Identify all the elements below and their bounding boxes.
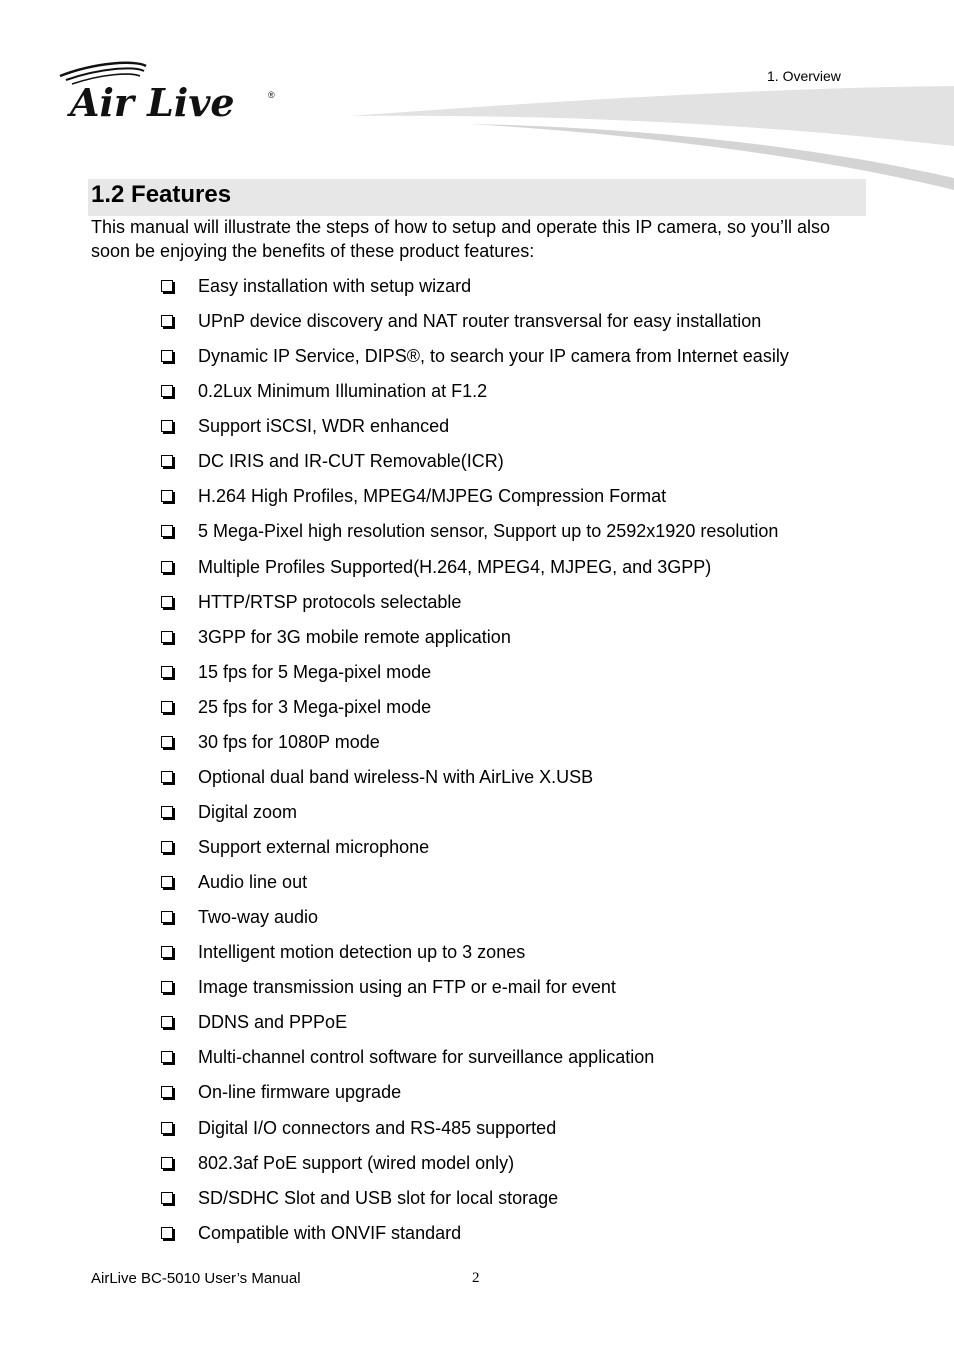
feature-text: DC IRIS and IR-CUT Removable(ICR) (198, 451, 504, 472)
feature-text: 15 fps for 5 Mega-pixel mode (198, 661, 432, 682)
feature-item (160, 693, 789, 728)
feature-text: 0.2Lux Minimum Illumination at F1.2 (198, 381, 488, 402)
feature-text: HTTP/RTSP protocols selectable (198, 591, 462, 612)
feature-item (160, 307, 789, 342)
feature-item (160, 728, 789, 763)
checkbox-bullet-icon (161, 561, 173, 573)
checkbox-bullet-icon (161, 981, 173, 993)
feature-text: Digital zoom (198, 801, 298, 822)
checkbox-bullet-icon (161, 1051, 173, 1063)
checkbox-bullet-icon (161, 350, 173, 362)
checkbox-bullet-icon (161, 911, 173, 923)
feature-item (160, 973, 789, 1008)
checkbox-bullet-icon (161, 1227, 173, 1239)
feature-text: 30 fps for 1080P mode (198, 731, 380, 752)
feature-text: 25 fps for 3 Mega-pixel mode (198, 696, 432, 717)
feature-item (160, 272, 789, 307)
feature-text: UPnP device discovery and NAT router transversal for easy installation (198, 311, 762, 332)
feature-item (160, 868, 789, 903)
feature-list (160, 272, 789, 1254)
feature-text: On-line firmware upgrade (198, 1082, 402, 1103)
checkbox-bullet-icon (161, 666, 173, 678)
feature-item (160, 1043, 789, 1078)
feature-text: Multiple Profiles Supported(H.264, MPEG4, MJPEG, and 3GPP) (198, 556, 712, 577)
checkbox-bullet-icon (161, 385, 173, 397)
checkbox-bullet-icon (161, 1086, 173, 1098)
feature-item (160, 377, 789, 412)
checkbox-bullet-icon (161, 525, 173, 537)
airlive-logo (56, 58, 286, 122)
feature-item (160, 1008, 789, 1043)
checkbox-bullet-icon (161, 1192, 173, 1204)
feature-item (160, 623, 789, 658)
checkbox-bullet-icon (161, 771, 173, 783)
feature-text: Support iSCSI, WDR enhanced (198, 416, 450, 437)
checkbox-bullet-icon (161, 455, 173, 467)
feature-text: Audio line out (198, 872, 308, 893)
checkbox-bullet-icon (161, 876, 173, 888)
feature-item (160, 833, 789, 868)
feature-item (160, 447, 789, 482)
feature-text: Support external microphone (198, 837, 430, 857)
feature-item (160, 1078, 789, 1113)
checkbox-bullet-icon (161, 1016, 173, 1028)
feature-text: H.264 High Profiles, MPEG4/MJPEG Compression Format (198, 486, 667, 507)
page-number: 2 (472, 1270, 480, 1286)
feature-item (160, 517, 789, 552)
feature-text: DDNS and PPPoE (198, 1012, 348, 1033)
svg-text:®: ® (268, 90, 275, 100)
feature-item (160, 1219, 789, 1254)
intro-paragraph: This manual will illustrate the steps of how to setup and operate this IP camera, so you’ll also soon be enjoying the benefits of these product features: (91, 217, 831, 261)
checkbox-bullet-icon (161, 701, 173, 713)
checkbox-bullet-icon (161, 946, 173, 958)
feature-item (160, 588, 789, 623)
feature-text: Multi-channel control software for surveillance application (198, 1047, 655, 1068)
checkbox-bullet-icon (161, 280, 173, 292)
feature-text: Easy installation with setup wizard (198, 276, 472, 296)
feature-item (160, 903, 789, 938)
feature-text: SD/SDHC Slot and USB slot for local storage (198, 1187, 559, 1208)
checkbox-bullet-icon (161, 1157, 173, 1169)
logo-wordmark: Air Live (70, 80, 235, 122)
section-heading-bar (88, 179, 866, 216)
feature-text: Intelligent motion detection up to 3 zones (198, 942, 526, 963)
feature-text: Dynamic IP Service, DIPS®, to search your IP camera from Internet easily (198, 346, 789, 367)
checkbox-bullet-icon (161, 736, 173, 748)
feature-item (160, 1149, 789, 1184)
feature-text: 802.3af PoE support (wired model only) (198, 1152, 515, 1173)
feature-item (160, 412, 789, 447)
feature-text: Optional dual band wireless-N with AirLive X.USB (198, 766, 594, 787)
checkbox-bullet-icon (161, 420, 173, 432)
feature-item (160, 553, 789, 588)
feature-item (160, 798, 789, 833)
feature-item (160, 938, 789, 973)
checkbox-bullet-icon (161, 315, 173, 327)
checkbox-bullet-icon (161, 841, 173, 853)
chapter-header: 1. Overview (767, 68, 841, 84)
feature-text: 5 Mega-Pixel high resolution sensor, Support up to 2592x1920 resolution (198, 521, 779, 542)
footer-manual-title: AirLive BC-5010 User’s Manual (91, 1270, 301, 1287)
feature-text: Digital I/O connectors and RS-485 supported (198, 1117, 557, 1138)
checkbox-bullet-icon (161, 1122, 173, 1134)
feature-text: Image transmission using an FTP or e-mail for event (198, 977, 616, 998)
checkbox-bullet-icon (161, 490, 173, 502)
checkbox-bullet-icon (161, 806, 173, 818)
checkbox-bullet-icon (161, 596, 173, 608)
feature-item (160, 342, 789, 377)
feature-item (160, 1184, 789, 1219)
feature-text: 3GPP for 3G mobile remote application (198, 626, 511, 647)
feature-text: Two-way audio (198, 907, 319, 928)
feature-item (160, 658, 789, 693)
feature-text: Compatible with ONVIF standard (198, 1222, 462, 1243)
checkbox-bullet-icon (161, 631, 173, 643)
header-swoosh-decoration (340, 80, 954, 195)
feature-item (160, 763, 789, 798)
feature-item (160, 1114, 789, 1149)
feature-item (160, 482, 789, 517)
section-title: 1.2 Features (91, 181, 232, 208)
